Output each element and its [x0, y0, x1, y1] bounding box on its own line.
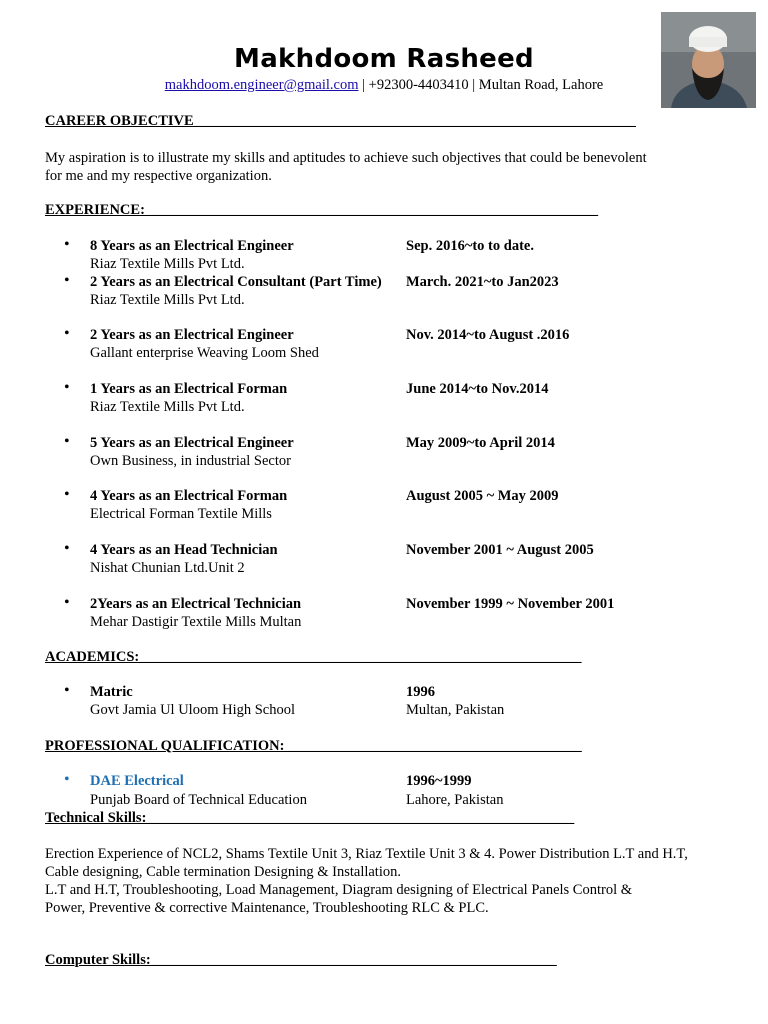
experience-date: Nov. 2014~to August .2016	[406, 327, 570, 343]
experience-title: 8 Years as an Electrical Engineer	[90, 238, 294, 254]
academics-title: Matric	[90, 684, 133, 700]
experience-date: June 2014~to Nov.2014	[406, 381, 549, 397]
computer-skills-heading: Computer Skills:________________________________________________________	[45, 952, 557, 968]
bullet-icon: •	[64, 433, 70, 450]
bullet-icon: •	[64, 486, 70, 503]
experience-title: 4 Years as an Electrical Forman	[90, 488, 288, 504]
experience-date: Sep. 2016~to to date.	[406, 238, 534, 254]
experience-org: Electrical Forman Textile Mills	[90, 506, 272, 522]
experience-title: 2Years as an Electrical Technician	[90, 596, 302, 612]
career-objective-heading: CAREER OBJECTIVE_____________________________________________________________	[45, 113, 636, 129]
experience-heading: EXPERIENCE: ______________________________________________________________	[45, 202, 599, 218]
experience-org: Nishat Chunian Ltd.Unit 2	[90, 560, 245, 576]
career-objective-line: My aspiration is to illustrate my skills and aptitudes to achieve such objectives that could be benevolent	[45, 150, 647, 166]
academics-place: Multan, Pakistan	[406, 702, 505, 718]
bullet-icon: •	[64, 594, 70, 611]
technical-skills-heading: Technical Skills:___________________________________________________________	[45, 810, 575, 826]
academics-heading: ACADEMICS:_____________________________________________________________	[45, 649, 582, 665]
experience-title: 2 Years as an Electrical Consultant (Part Time)	[90, 274, 382, 290]
candidate-name: Makhdoom Rasheed	[234, 44, 534, 74]
experience-title: 5 Years as an Electrical Engineer	[90, 435, 294, 451]
experience-org: Own Business, in industrial Sector	[90, 453, 291, 469]
experience-org: Mehar Dastigir Textile Mills Multan	[90, 614, 302, 630]
experience-title: 4 Years as an Head Technician	[90, 542, 278, 558]
experience-org: Riaz Textile Mills Pvt Ltd.	[90, 292, 245, 308]
bullet-icon: •	[64, 771, 70, 788]
professional-title: DAE Electrical	[90, 773, 184, 789]
career-objective-line: for me and my respective organization.	[45, 168, 272, 184]
bullet-icon: •	[64, 272, 70, 289]
professional-heading: PROFESSIONAL QUALIFICATION:_________________________________________	[45, 738, 582, 754]
experience-date: November 1999 ~ November 2001	[406, 596, 615, 612]
experience-title: 2 Years as an Electrical Engineer	[90, 327, 294, 343]
bullet-icon: •	[64, 325, 70, 342]
bullet-icon: •	[64, 540, 70, 557]
experience-date: November 2001 ~ August 2005	[406, 542, 594, 558]
professional-place: Lahore, Pakistan	[406, 792, 504, 808]
experience-date: May 2009~to April 2014	[406, 435, 555, 451]
experience-title: 1 Years as an Electrical Forman	[90, 381, 288, 397]
email-link[interactable]: makhdoom.engineer@gmail.com	[164, 77, 359, 93]
academics-year: 1996	[406, 684, 435, 700]
career-objective-text	[45, 149, 735, 185]
experience-date: August 2005 ~ May 2009	[406, 488, 559, 504]
contact-line	[0, 77, 768, 94]
professional-year: 1996~1999	[406, 773, 472, 789]
technical-skills-line: Power, Preventive & corrective Maintenance, Troubleshooting RLC & PLC.	[45, 900, 489, 916]
academics-school: Govt Jamia Ul Uloom High School	[90, 702, 296, 718]
technical-skills-line: Cable designing, Cable termination Designing & Installation.	[45, 864, 401, 880]
experience-org: Riaz Textile Mills Pvt Ltd.	[90, 256, 245, 272]
technical-skills-line: L.T and H.T, Troubleshooting, Load Management, Diagram designing of Electrical Panels Control &	[45, 882, 633, 898]
professional-board: Punjab Board of Technical Education	[90, 792, 307, 808]
bullet-icon: •	[64, 682, 70, 699]
experience-org: Gallant enterprise Weaving Loom Shed	[90, 345, 319, 361]
technical-skills-line: Erection Experience of NCL2, Shams Textile Unit 3, Riaz Textile Unit 3 & 4. Power Distribution L.T and H.T,	[45, 846, 688, 862]
technical-skills-text	[45, 845, 735, 917]
contact-details: | +92300-4403410 | Multan Road, Lahore	[358, 77, 604, 93]
bullet-icon: •	[64, 379, 70, 396]
experience-org: Riaz Textile Mills Pvt Ltd.	[90, 399, 245, 415]
bullet-icon: •	[64, 236, 70, 253]
experience-date: March. 2021~to Jan2023	[406, 274, 559, 290]
